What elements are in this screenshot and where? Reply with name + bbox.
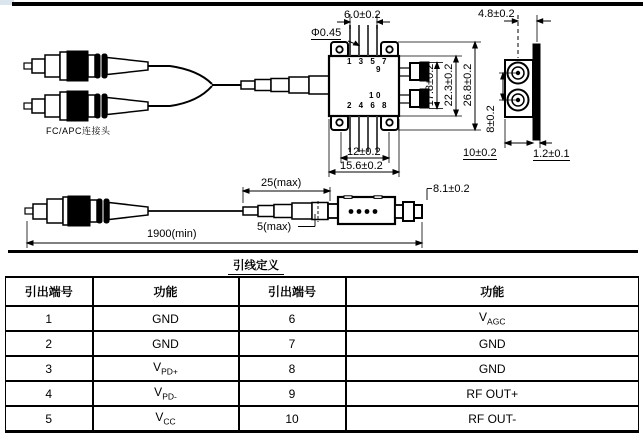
pin-10: 10 bbox=[369, 91, 383, 100]
pin-definition-table bbox=[5, 276, 639, 433]
table-cell: GND bbox=[93, 306, 239, 331]
table-cell: RF OUT+ bbox=[346, 381, 639, 406]
table-cell: $V_{CC}$ bbox=[93, 406, 239, 432]
dim-body-width: 15.6±0.2 bbox=[340, 160, 383, 172]
table-cell: 4 bbox=[45, 386, 53, 401]
table-cell: 7 bbox=[239, 331, 346, 356]
table-cell: 2 bbox=[45, 336, 53, 351]
table-title: 引线定义 bbox=[228, 257, 284, 275]
table-row bbox=[6, 381, 639, 406]
pin-table-body bbox=[6, 306, 639, 432]
dim-boot-length: 25(max) bbox=[261, 177, 302, 189]
dim-connector-height: 8.1±0.2 bbox=[433, 183, 470, 195]
dim-flange-thickness: 1.2±0.1 bbox=[533, 148, 570, 160]
table-cell: GND bbox=[346, 331, 639, 356]
table-row bbox=[6, 406, 639, 432]
dim-hole-span: 12±0.2 bbox=[347, 146, 381, 158]
dim-total-height: 26.8±0.2 bbox=[461, 63, 474, 107]
dim-port-pitch: 8±0.2 bbox=[484, 105, 497, 133]
dim-side-depth: 10±0.2 bbox=[463, 147, 497, 159]
dim-body-height: 22.3±0.2 bbox=[442, 63, 455, 107]
table-cell: $V_{PD-}$ bbox=[93, 381, 239, 406]
dim-pin-span: 6.0±0.2 bbox=[344, 9, 381, 21]
dim-pin-diameter: Φ0.45 bbox=[311, 27, 342, 39]
table-row bbox=[6, 306, 639, 331]
pin-row-top: 1 3 5 7 bbox=[347, 57, 389, 66]
column-header: 功能 bbox=[93, 277, 239, 306]
dim-cable-length: 1900(min) bbox=[147, 228, 197, 240]
pin-row-bottom: 2 4 6 8 bbox=[347, 101, 389, 110]
table-cell: 8 bbox=[239, 356, 346, 381]
table-cell: 1 bbox=[45, 311, 53, 326]
column-header: 引出端号 bbox=[24, 285, 73, 299]
dim-port-span: 17.8±0.2 bbox=[423, 63, 436, 107]
column-header: 功能 bbox=[346, 277, 639, 306]
dim-flange-offset: 4.8±0.2 bbox=[478, 8, 515, 20]
table-row bbox=[6, 356, 639, 381]
table-cell: $V_{AGC}$ bbox=[346, 306, 639, 331]
pin-9: 9 bbox=[376, 65, 383, 74]
table-cell: 6 bbox=[239, 306, 346, 331]
pin-table-head bbox=[6, 277, 639, 306]
table-cell: $V_{PD+}$ bbox=[93, 356, 239, 381]
table-cell: 10 bbox=[239, 406, 346, 432]
table-cell: GND bbox=[93, 331, 239, 356]
table-cell: 5 bbox=[45, 411, 53, 426]
table-cell: GND bbox=[346, 356, 639, 381]
header-row bbox=[6, 277, 639, 306]
fc-apc-connector: FC/APC连接头 bbox=[46, 126, 111, 136]
table-cell: RF OUT- bbox=[346, 406, 639, 432]
column-header: 引出端号 bbox=[239, 277, 346, 306]
table-row bbox=[6, 331, 639, 356]
table-cell: 9 bbox=[239, 381, 346, 406]
dim-bare-fiber: 5(max) bbox=[257, 221, 292, 233]
table-cell: 3 bbox=[45, 361, 53, 376]
